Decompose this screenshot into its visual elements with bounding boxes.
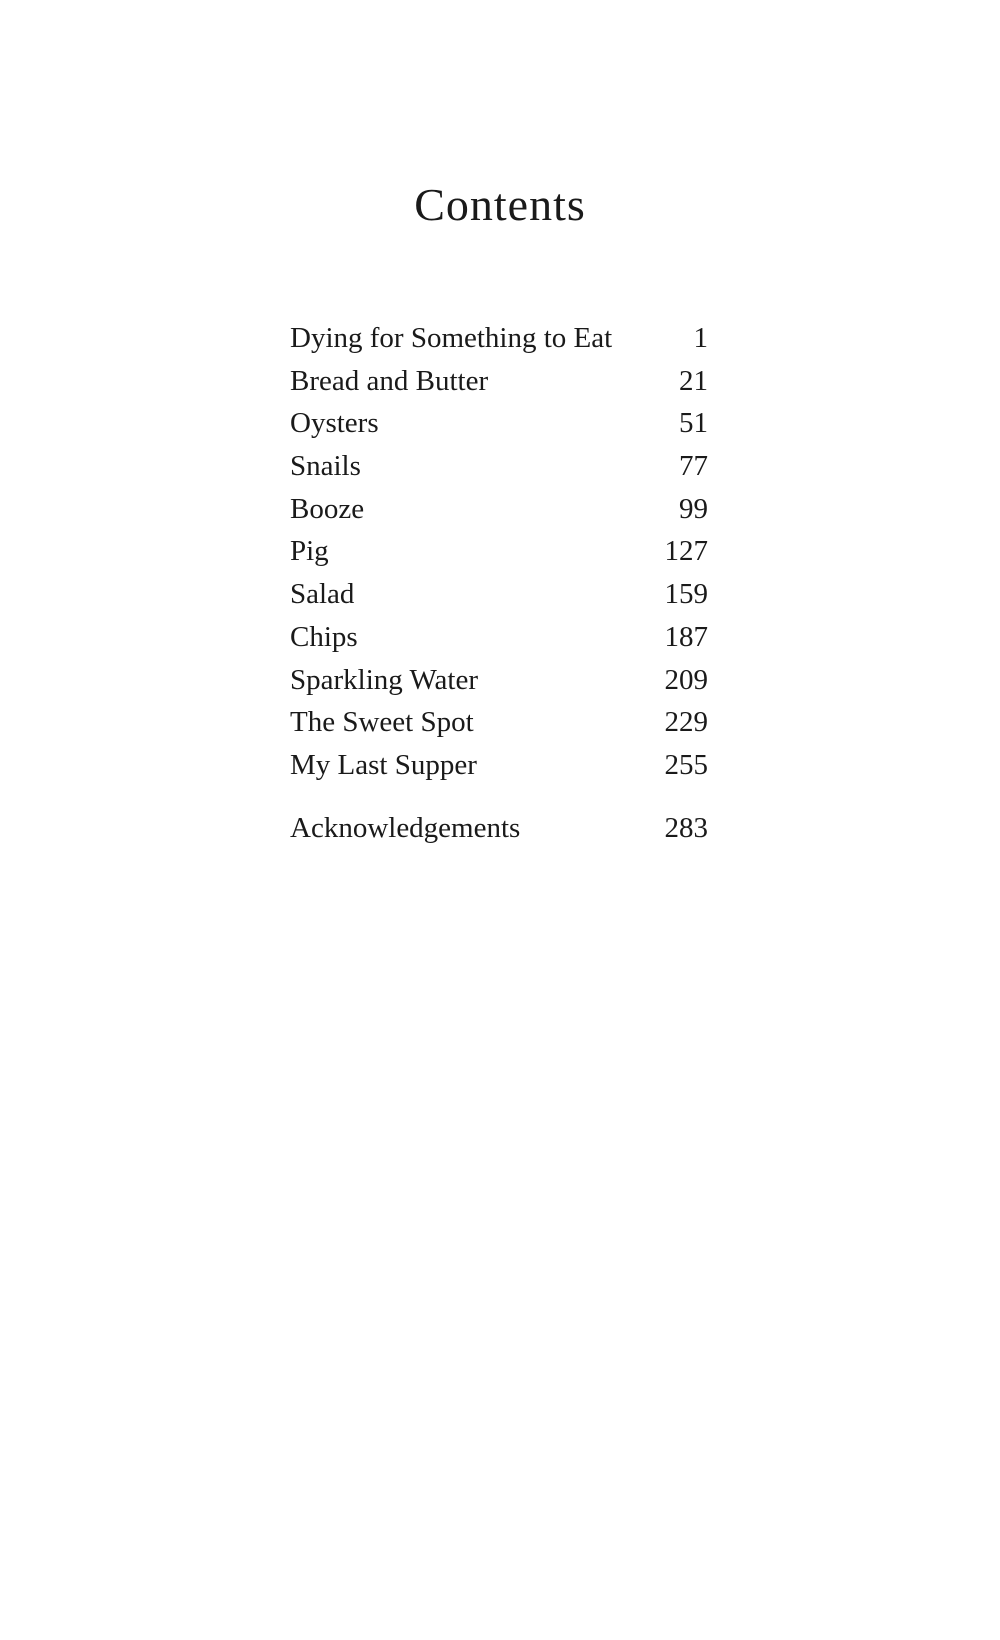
toc-entry-page: 255 (664, 748, 708, 781)
toc-entry-page: 159 (664, 578, 708, 611)
toc-entry-title: My Last Supper (290, 748, 477, 781)
toc-entry (290, 365, 708, 408)
toc-entry-page: 1 (693, 322, 708, 354)
toc-entry (290, 749, 708, 792)
toc-entry-title: Booze (290, 492, 365, 525)
toc-entry (290, 535, 708, 578)
toc-entry (290, 578, 708, 621)
toc-entry-title: Dying for Something to Eat (290, 322, 613, 354)
toc-entry-page: 77 (679, 450, 708, 483)
table-of-contents (290, 322, 708, 854)
toc-entry-title: The Sweet Spot (290, 706, 474, 739)
page-title: Contents (414, 179, 586, 230)
toc-entry-title: Sparkling Water (290, 663, 479, 696)
toc-entry-page: 209 (664, 663, 708, 696)
toc-entry (290, 706, 708, 749)
toc-entry (290, 322, 708, 365)
toc-entry-page: 21 (679, 364, 708, 397)
toc-entry-page: 51 (679, 407, 708, 440)
toc-entry (290, 450, 708, 493)
toc-entry-page: 127 (664, 535, 708, 568)
toc-entry-title: Chips (290, 620, 358, 653)
toc-entry-title: Snails (290, 450, 361, 483)
toc-entry-page: 187 (664, 620, 708, 653)
toc-entry (290, 493, 708, 536)
toc-entry (290, 664, 708, 707)
toc-entry-title: Acknowledgements (290, 811, 521, 844)
toc-entry-page: 229 (664, 706, 708, 739)
toc-entry-page: 283 (664, 811, 708, 844)
toc-entry-title: Pig (290, 535, 329, 568)
toc-entry (290, 407, 708, 450)
toc-entry-title: Salad (290, 578, 355, 611)
toc-entry-acknowledgements (290, 812, 708, 855)
toc-entry (290, 621, 708, 664)
toc-entry-page: 99 (679, 492, 708, 525)
toc-entry-title: Oysters (290, 407, 379, 440)
toc-entry-title: Bread and Butter (290, 364, 489, 397)
